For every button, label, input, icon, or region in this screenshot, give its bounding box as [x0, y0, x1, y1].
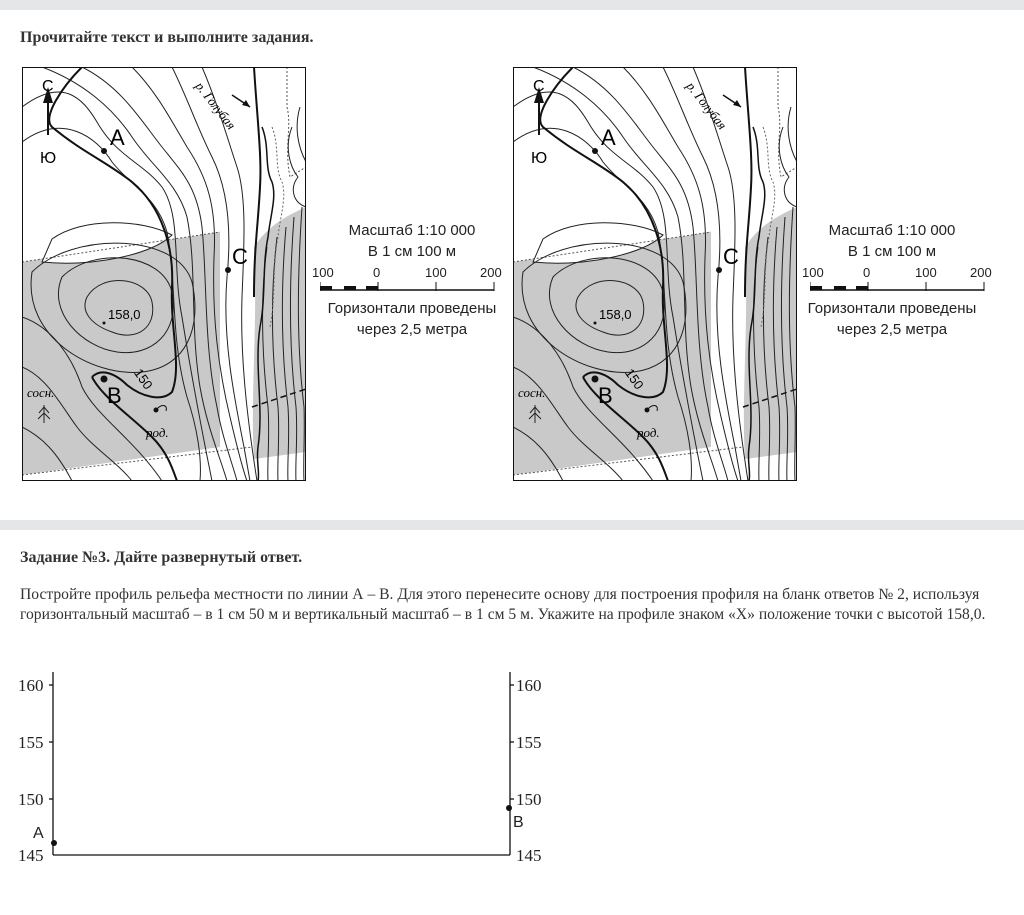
profile-point-a — [51, 840, 57, 846]
profile-label-a: А — [33, 825, 44, 842]
y-tick-right: 155 — [516, 733, 542, 752]
topographic-map-right — [513, 67, 797, 481]
topographic-map-left — [22, 67, 306, 481]
task-text: Постройте профиль рельефа местности по линии А – В. Для этого перенесите основу для построения профиля на бланк ответов № 2, используя горизонтальный масштаб – в 1 см 50 м и вертикальный масштаб – в 1 см 5 м. Укажите на профиле знаком «Х» положение точки с высотой 158,0. — [20, 586, 986, 623]
contour-150-label: 150 — [622, 365, 647, 393]
scale-tick: 100 — [425, 265, 447, 280]
north-label: С — [42, 78, 54, 95]
y-tick-right: 145 — [516, 846, 542, 865]
spring-label: род. — [637, 425, 660, 440]
profile-label-b: В — [513, 814, 524, 831]
pine-label: сосн. — [518, 385, 546, 400]
spring-label: род. — [146, 425, 169, 440]
scale-tick: 200 — [480, 265, 502, 280]
river-label: р. Голубая — [192, 78, 240, 133]
y-tick-left: 160 — [18, 676, 44, 695]
point-b-label: B — [598, 383, 613, 408]
height-label: 158,0 — [108, 307, 141, 322]
contour-note-1: Горизонтали проведены — [807, 300, 977, 317]
y-tick-left: 155 — [18, 733, 44, 752]
height-label: 158,0 — [599, 307, 632, 322]
scale-tick: 200 — [970, 265, 992, 280]
profile-point-b — [506, 805, 512, 811]
y-tick-left: 145 — [18, 846, 44, 865]
south-label: Ю — [40, 150, 57, 167]
profile-axes — [0, 660, 600, 875]
contour-150-label: 150 — [131, 365, 156, 393]
y-tick-right: 150 — [516, 790, 542, 809]
north-label: С — [533, 78, 545, 95]
scale-title: Масштаб 1:10 000 — [828, 222, 956, 239]
point-a-label: A — [110, 125, 125, 150]
contour-note-1: Горизонтали проведены — [327, 300, 497, 317]
instruction-heading: Прочитайте текст и выполните задания. — [20, 29, 314, 46]
section-separator — [0, 520, 1024, 530]
contour-note-2: через 2,5 метра — [356, 321, 468, 338]
point-b-label: B — [107, 383, 122, 408]
river-label: р. Голубая — [683, 78, 731, 133]
point-c-label: C — [232, 244, 248, 269]
scale-tick: 0 — [373, 265, 381, 280]
south-label: Ю — [531, 150, 548, 167]
point-c-label: C — [723, 244, 739, 269]
point-a-label: A — [601, 125, 616, 150]
scale-title: Масштаб 1:10 000 — [348, 222, 476, 239]
y-tick-right: 160 — [516, 676, 542, 695]
scale-tick: 100 — [312, 265, 334, 280]
pine-label: сосн. — [27, 385, 55, 400]
scale-bar — [320, 282, 496, 292]
scale-tick: 0 — [863, 265, 871, 280]
scale-subtitle: В 1 см 100 м — [847, 243, 937, 260]
scale-bar — [810, 282, 986, 292]
scale-tick: 100 — [802, 265, 824, 280]
task-title: Задание №3. Дайте развернутый ответ. — [20, 549, 303, 566]
top-separator — [0, 0, 1024, 10]
contour-note-2: через 2,5 метра — [836, 321, 948, 338]
scale-tick: 100 — [915, 265, 937, 280]
scale-subtitle: В 1 см 100 м — [367, 243, 457, 260]
y-tick-left: 150 — [18, 790, 44, 809]
